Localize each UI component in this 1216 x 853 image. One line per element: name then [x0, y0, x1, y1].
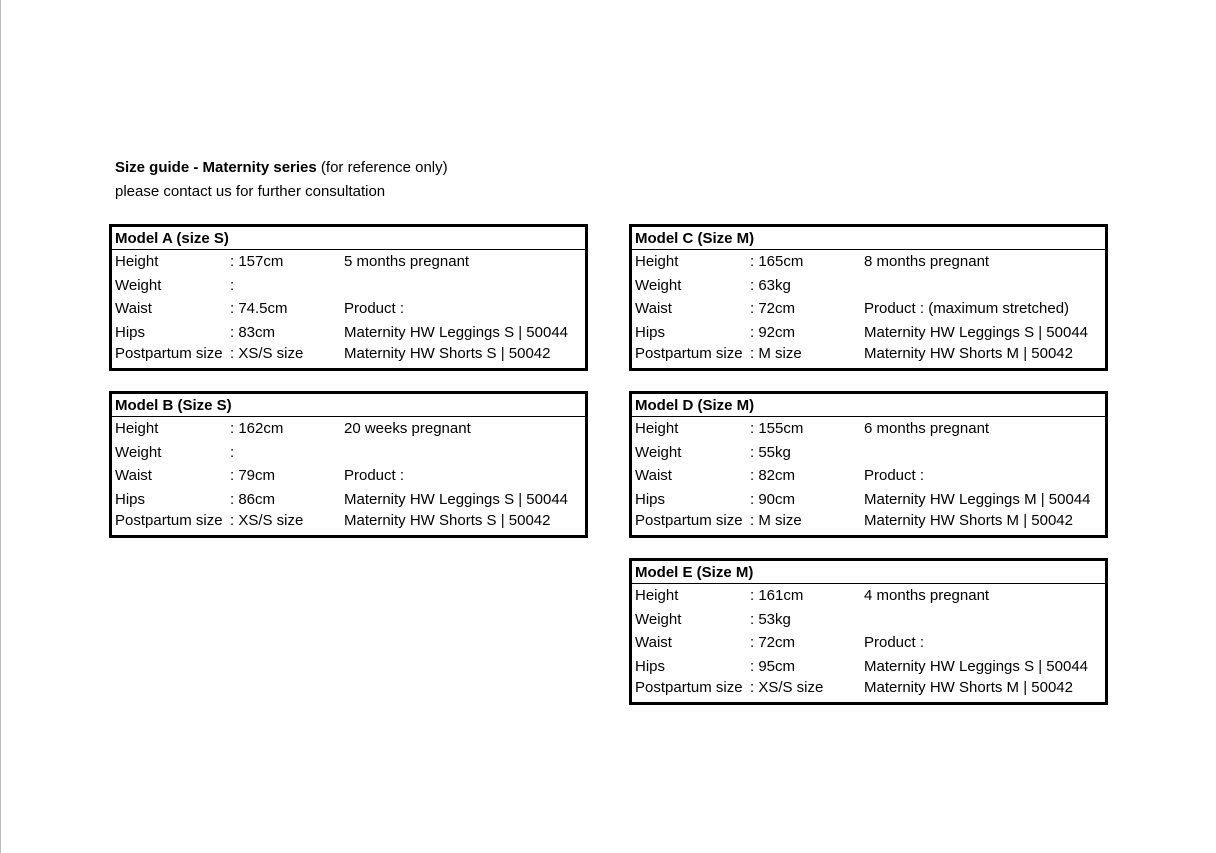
hips-row	[112, 321, 585, 345]
weight-row	[632, 608, 1105, 632]
row-value: : 92cm	[750, 323, 796, 341]
row-label: Postpartum size	[635, 345, 743, 363]
row-label: Postpartum size	[115, 512, 223, 530]
waist-row	[632, 631, 1105, 655]
row-value: : 82cm	[750, 467, 796, 485]
row-label: Weight	[635, 610, 682, 628]
weight-row	[112, 441, 585, 465]
row-note: Product : (maximum stretched)	[864, 300, 1070, 318]
row-note: Product :	[864, 634, 925, 652]
model-card-title: Model D (Size M)	[632, 394, 1105, 417]
page-left-border	[0, 0, 1, 853]
row-label: Postpartum size	[635, 512, 743, 530]
row-note: Maternity HW Shorts S | 50042	[344, 512, 551, 530]
postpartum-row	[112, 511, 585, 533]
row-note: Maternity HW Leggings S | 50044	[864, 657, 1089, 675]
row-label: Hips	[635, 657, 666, 675]
row-label: Height	[115, 253, 159, 270]
row-value: : 72cm	[750, 634, 796, 652]
model-card-title: Model C (Size M)	[632, 227, 1105, 250]
title-bold: Size guide - Maternity series	[115, 159, 317, 176]
page-subtitle: please contact us for further consultation	[115, 183, 386, 200]
row-value: : XS/S size	[230, 512, 304, 530]
row-value: : M size	[750, 512, 802, 530]
row-value: : 155cm	[750, 420, 804, 437]
row-value: :	[230, 276, 235, 294]
weight-row	[632, 441, 1105, 465]
height-row	[112, 417, 585, 441]
row-label: Postpartum size	[635, 679, 743, 697]
model-d-card	[629, 391, 1108, 538]
row-value: : 161cm	[750, 587, 804, 604]
row-note: 6 months pregnant	[864, 420, 990, 437]
row-value: : 63kg	[750, 276, 791, 294]
row-value: : M size	[750, 345, 802, 363]
model-card-title: Model E (Size M)	[632, 561, 1105, 584]
row-note: 4 months pregnant	[864, 587, 990, 604]
title-note: (for reference only)	[316, 159, 448, 176]
row-value: : 95cm	[750, 657, 796, 675]
postpartum-row	[632, 678, 1105, 700]
page-title	[115, 158, 448, 178]
row-value: : 86cm	[230, 490, 276, 508]
row-label: Weight	[115, 443, 162, 461]
height-row	[632, 250, 1105, 274]
height-row	[632, 417, 1105, 441]
row-label: Height	[635, 253, 679, 270]
row-label: Weight	[635, 443, 682, 461]
waist-row	[632, 464, 1105, 488]
row-label: Hips	[115, 323, 146, 341]
model-e-card	[629, 558, 1108, 705]
row-note: Maternity HW Shorts S | 50042	[344, 345, 551, 363]
row-label: Height	[635, 587, 679, 604]
row-label: Height	[635, 420, 679, 437]
waist-row	[632, 297, 1105, 321]
model-c-card	[629, 224, 1108, 371]
row-note: Product :	[344, 300, 405, 318]
postpartum-row	[632, 511, 1105, 533]
row-note: 20 weeks pregnant	[344, 420, 471, 437]
row-value: : 162cm	[230, 420, 284, 437]
row-note: Maternity HW Shorts M | 50042	[864, 512, 1073, 530]
height-row	[632, 584, 1105, 608]
row-label: Weight	[635, 276, 682, 294]
row-value: : 72cm	[750, 300, 796, 318]
row-value: : 157cm	[230, 253, 284, 270]
row-value: : 74.5cm	[230, 300, 288, 318]
hips-row	[632, 488, 1105, 512]
hips-row	[112, 488, 585, 512]
row-value: : 165cm	[750, 253, 804, 270]
row-note: Maternity HW Shorts M | 50042	[864, 345, 1073, 363]
postpartum-row	[632, 344, 1105, 366]
row-value: : 53kg	[750, 610, 791, 628]
row-note: Maternity HW Leggings S | 50044	[344, 323, 569, 341]
row-label: Waist	[635, 300, 672, 318]
waist-row	[112, 297, 585, 321]
row-value: : XS/S size	[750, 679, 824, 697]
row-note: Maternity HW Leggings M | 50044	[864, 490, 1091, 508]
model-a-card	[109, 224, 588, 371]
model-b-card	[109, 391, 588, 538]
row-label: Waist	[115, 467, 152, 485]
row-note: Maternity HW Leggings S | 50044	[864, 323, 1089, 341]
weight-row	[112, 274, 585, 298]
row-value: : 83cm	[230, 323, 276, 341]
row-value: : XS/S size	[230, 345, 304, 363]
hips-row	[632, 655, 1105, 679]
row-label: Waist	[635, 634, 672, 652]
postpartum-row	[112, 344, 585, 366]
row-note: 8 months pregnant	[864, 253, 990, 270]
row-label: Postpartum size	[115, 345, 223, 363]
row-label: Waist	[635, 467, 672, 485]
waist-row	[112, 464, 585, 488]
row-value: : 79cm	[230, 467, 276, 485]
model-card-title: Model B (Size S)	[112, 394, 585, 417]
height-row	[112, 250, 585, 274]
row-label: Weight	[115, 276, 162, 294]
row-note: Product :	[864, 467, 925, 485]
row-value: : 90cm	[750, 490, 796, 508]
weight-row	[632, 274, 1105, 298]
row-note: Maternity HW Shorts M | 50042	[864, 679, 1073, 697]
row-label: Waist	[115, 300, 152, 318]
row-value: : 55kg	[750, 443, 791, 461]
row-label: Height	[115, 420, 159, 437]
hips-row	[632, 321, 1105, 345]
row-note: Maternity HW Leggings S | 50044	[344, 490, 569, 508]
row-value: :	[230, 443, 235, 461]
row-label: Hips	[635, 323, 666, 341]
row-label: Hips	[115, 490, 146, 508]
row-note: Product :	[344, 467, 405, 485]
row-label: Hips	[635, 490, 666, 508]
row-note: 5 months pregnant	[344, 253, 470, 270]
model-card-title: Model A (size S)	[112, 227, 585, 250]
